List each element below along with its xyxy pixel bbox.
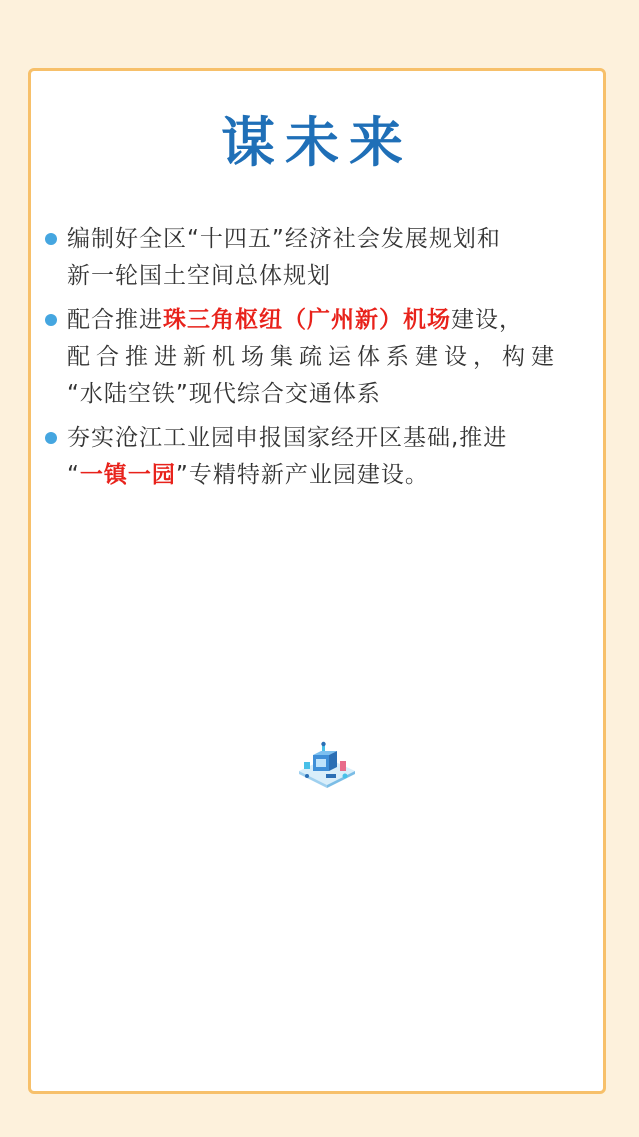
bullet-dot-icon [45,314,57,326]
bullet-list [45,221,605,501]
item-text: 配合推进 [67,307,163,333]
item-text: “ [67,462,80,488]
bullet-dot-icon [45,432,57,444]
highlight-text: 珠三角枢纽（广州新）机场 [163,307,451,333]
item-text-line [67,457,605,494]
item-text-line [67,302,605,339]
list-item [45,302,605,413]
item-text: 建设， [451,307,523,333]
item-text-line: 夯实沧江工业园申报国家经开区基础,推进 [67,425,508,451]
item-text-line: “水陆空铁”现代综合交通体系 [67,381,381,407]
item-text-line: 配合推进新机场集疏运体系建设，构建 [67,344,560,370]
list-item [45,420,605,494]
item-text: ”专精特新产业园建设。 [175,462,429,488]
item-text-line: 新一轮国土空间总体规划 [67,263,331,289]
content-card [28,68,606,1094]
item-text-line: 编制好全区“十四五”经济社会发展规划和 [67,226,501,252]
list-item [45,221,605,295]
page-title: 谋未来 [221,110,413,174]
isometric-tech-illustration-icon [293,741,361,791]
highlight-text: 一镇一园 [79,462,176,488]
bullet-dot-icon [45,233,57,245]
